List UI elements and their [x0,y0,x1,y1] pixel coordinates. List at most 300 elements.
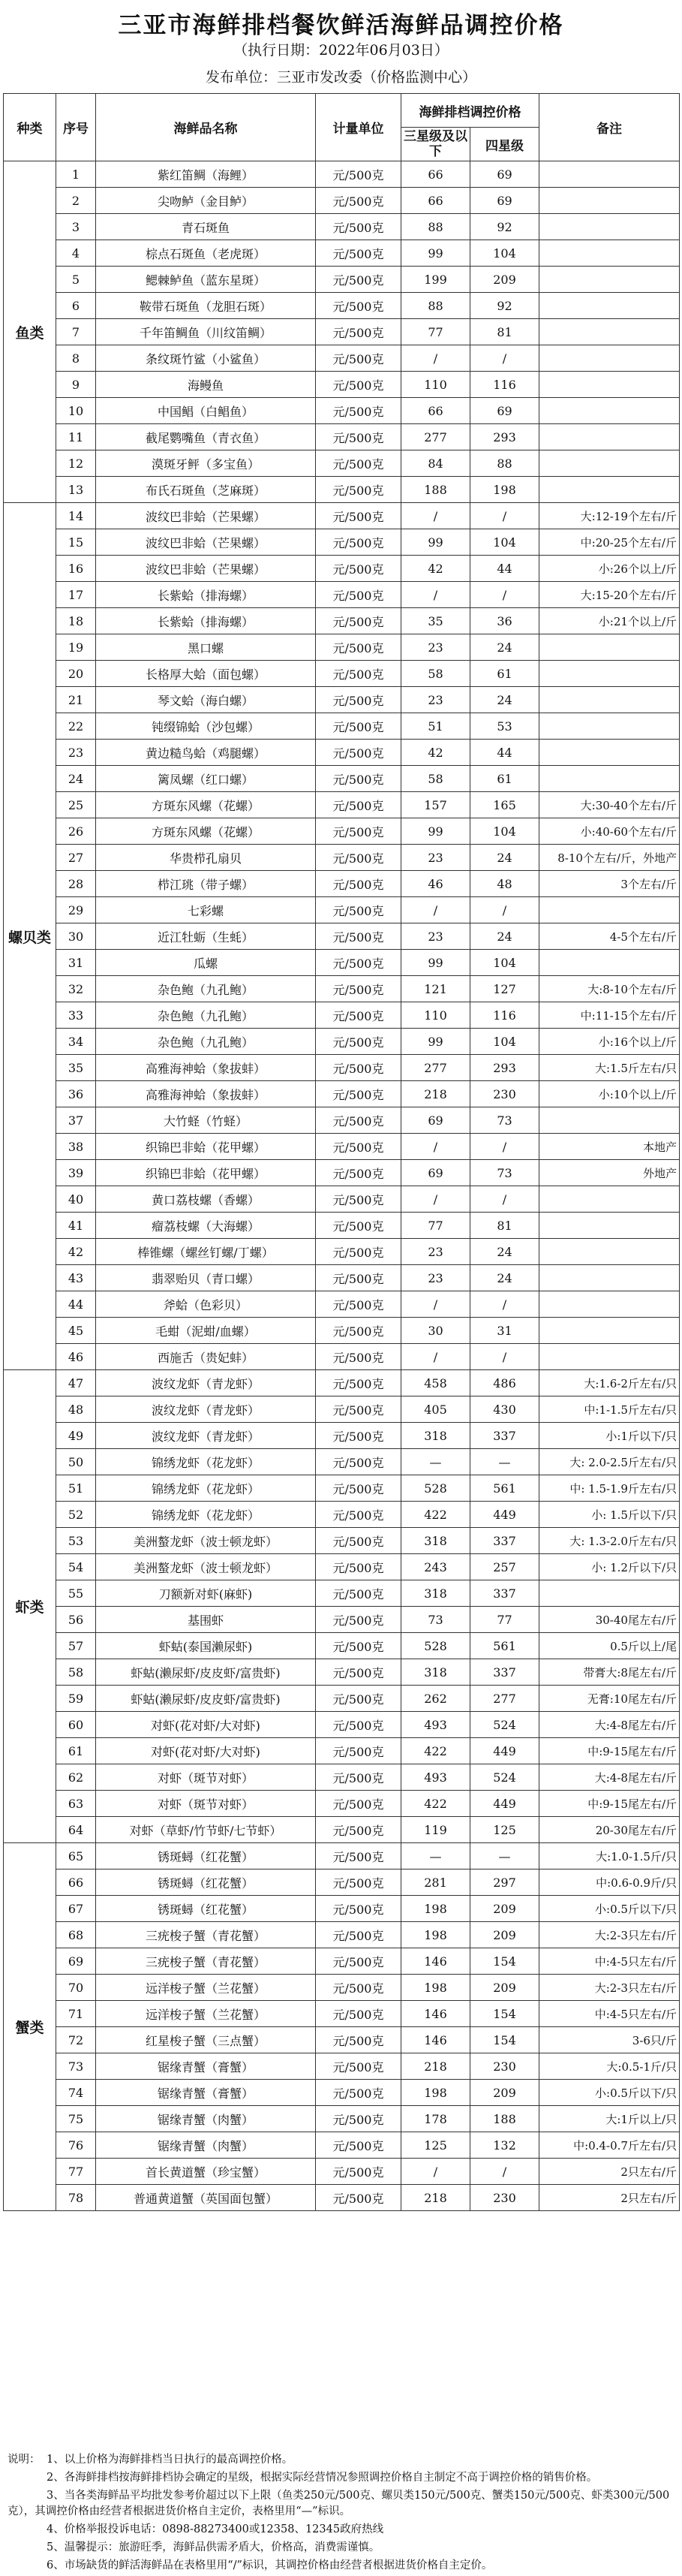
note-cell [539,1265,680,1291]
note-cell: 4-5个左右/斤 [539,923,680,950]
unit-cell: 元/500克 [316,1318,401,1344]
row-number: 47 [56,1370,96,1396]
price-star4: / [470,503,539,529]
row-number: 54 [56,1554,96,1580]
unit-cell: 元/500克 [316,1607,401,1633]
price-star4: 165 [470,792,539,818]
table-row [4,477,680,503]
note-cell: 30-40尾左右/斤 [539,1607,680,1633]
price-star4: 209 [470,1896,539,1922]
price-star3: 528 [401,1475,470,1502]
table-row [4,1712,680,1738]
row-number: 57 [56,1633,96,1659]
unit-cell: 元/500克 [316,398,401,424]
seafood-name: 锦绣龙虾（花龙虾） [96,1502,316,1528]
unit-cell: 元/500克 [316,582,401,608]
row-number: 51 [56,1475,96,1502]
seafood-name: 首长黄道蟹（珍宝蟹） [96,2159,316,2185]
note-cell [539,766,680,792]
note-text: 4、价格举报投诉电话：0898-88273400或12358、12345政府热线 [47,2523,384,2535]
note-cell [539,950,680,976]
price-star3: 218 [401,1081,470,1107]
seafood-name: 中国鲳（白鲳鱼） [96,398,316,424]
category-cell: 鱼类 [4,161,56,503]
price-star3: 110 [401,372,470,398]
row-number: 45 [56,1318,96,1344]
row-number: 62 [56,1764,96,1791]
table-row [4,161,680,188]
page-title: 三亚市海鲜排档餐饮鲜活海鲜品调控价格 [118,12,564,39]
seafood-name: 条纹斑竹鲨（小鲨鱼） [96,345,316,372]
table-row [4,1423,680,1449]
price-star3: 23 [401,923,470,950]
price-star3: 198 [401,1922,470,1948]
seafood-name: 锈斑蟳（红花蟹） [96,1843,316,1869]
note-cell [539,1344,680,1370]
table-row [4,766,680,792]
price-star3: 99 [401,240,470,267]
table-row [4,1686,680,1712]
seafood-name: 截尾鹦嘴鱼（青衣鱼） [96,424,316,450]
seafood-name: 锯缘青蟹（膏蟹） [96,2053,316,2080]
table-row [4,1029,680,1055]
note-cell: 大:1.5斤左右/只 [539,1055,680,1081]
price-star3: 69 [401,1160,470,1186]
unit-cell: 元/500克 [316,1686,401,1712]
price-star4: 230 [470,2185,539,2211]
price-star4: / [470,1291,539,1318]
price-star4: / [470,1134,539,1160]
seafood-name: 栉江珧（带子螺） [96,871,316,897]
price-star4: 104 [470,818,539,845]
row-number: 71 [56,2001,96,2027]
note-cell [539,398,680,424]
seafood-name: 长紫蛤（排海螺） [96,608,316,634]
table-row [4,2159,680,2185]
seafood-name: 杂色鲍（九孔鲍） [96,1002,316,1029]
table-row [4,1370,680,1396]
table-row [4,976,680,1002]
row-number: 23 [56,740,96,766]
unit-cell: 元/500克 [316,1633,401,1659]
note-cell: 0.5斤以上/尾 [539,1633,680,1659]
seafood-name: 西施舌（贵妃蚌） [96,1344,316,1370]
row-number: 44 [56,1291,96,1318]
table-row [4,1318,680,1344]
table-row [4,713,680,740]
unit-cell: 元/500克 [316,293,401,319]
note-cell: 大:15-20个左右/斤 [539,582,680,608]
note-cell: 小:0.5斤以下/只 [539,2080,680,2106]
price-star4: 81 [470,1213,539,1239]
unit-cell: 元/500克 [316,1948,401,1975]
unit-cell: 元/500克 [316,792,401,818]
table-row [4,293,680,319]
price-star3: 30 [401,1318,470,1344]
unit-cell: 元/500克 [316,1344,401,1370]
row-number: 33 [56,1002,96,1029]
note-cell: 小:21个以上/斤 [539,608,680,634]
seafood-name: 锯缘青蟹（肉蟹） [96,2132,316,2159]
table-row [4,2001,680,2027]
row-number: 24 [56,766,96,792]
unit-cell: 元/500克 [316,1502,401,1528]
note-cell [539,424,680,450]
seafood-name: 方斑东风螺（花螺） [96,792,316,818]
seafood-name: 美洲螯龙虾（波士顿龙虾） [96,1554,316,1580]
price-star3: 188 [401,477,470,503]
seafood-name: 织锦巴非蛤（花甲螺） [96,1134,316,1160]
price-star4: 104 [470,529,539,556]
price-star4: 48 [470,871,539,897]
row-number: 4 [56,240,96,267]
seafood-name: 篱凤螺（红口螺） [96,766,316,792]
price-star4: 524 [470,1764,539,1791]
note-cell [539,240,680,267]
unit-cell: 元/500克 [316,1817,401,1843]
unit-cell: 元/500克 [316,766,401,792]
row-number: 39 [56,1160,96,1186]
table-row [4,2053,680,2080]
table-row [4,740,680,766]
note-cell [539,293,680,319]
note-cell: 本地产 [539,1134,680,1160]
table-row [4,2106,680,2132]
price-star4: 61 [470,766,539,792]
table-row [4,687,680,713]
price-star4: 449 [470,1791,539,1817]
note-cell: 小:10个以上/斤 [539,1081,680,1107]
unit-cell: 元/500克 [316,345,401,372]
row-number: 40 [56,1186,96,1213]
seafood-name: 黄边糙鸟蛤（鸡腿螺） [96,740,316,766]
seafood-name: 鞍带石斑鱼（龙胆石斑） [96,293,316,319]
seafood-name: 波纹巴非蛤（芒果螺） [96,503,316,529]
row-number: 16 [56,556,96,582]
price-star4: 104 [470,240,539,267]
price-star3: / [401,1134,470,1160]
note-text: 5、温馨提示：旅游旺季，海鲜品供需矛盾大，价格高，消费需谨慎。 [47,2541,380,2553]
table-row [4,267,680,293]
note-cell [539,1580,680,1607]
seafood-name: 虾蛄(泰国濑尿虾) [96,1633,316,1659]
unit-cell: 元/500克 [316,1528,401,1554]
seafood-name: 锯缘青蟹（膏蟹） [96,2080,316,2106]
row-number: 5 [56,267,96,293]
price-star3: / [401,582,470,608]
price-star3: 458 [401,1370,470,1396]
note-cell [539,214,680,240]
row-number: 42 [56,1239,96,1265]
table-row [4,1869,680,1896]
price-star4: 337 [470,1580,539,1607]
note-cell: 大:2-3只左右/斤 [539,1975,680,2001]
seafood-name: 翡翠贻贝（青口螺） [96,1265,316,1291]
unit-cell: 元/500克 [316,1423,401,1449]
price-star4: 154 [470,2001,539,2027]
unit-cell: 元/500克 [316,1029,401,1055]
price-star4: 116 [470,372,539,398]
price-star4: 104 [470,950,539,976]
note-cell: 中:9-15尾左右/斤 [539,1791,680,1817]
seafood-name: 对虾（草虾/竹节虾/七节虾） [96,1817,316,1843]
row-number: 34 [56,1029,96,1055]
unit-cell: 元/500克 [316,923,401,950]
row-number: 30 [56,923,96,950]
table-row [4,1107,680,1134]
row-number: 61 [56,1738,96,1764]
price-star4: 449 [470,1502,539,1528]
price-star4: 73 [470,1160,539,1186]
price-star3: 422 [401,1502,470,1528]
unit-cell: 元/500克 [316,2106,401,2132]
price-star4: 430 [470,1396,539,1423]
unit-cell: 元/500克 [316,1160,401,1186]
price-star3: 198 [401,1975,470,2001]
note-cell [539,345,680,372]
price-star4: — [470,1843,539,1869]
seafood-name: 刀额新对虾(麻虾) [96,1580,316,1607]
notes-section [8,2452,675,2576]
seafood-name: 海鳗鱼 [96,372,316,398]
table-row [4,1659,680,1686]
unit-cell: 元/500克 [316,267,401,293]
note-cell: 大:12-19个左右/斤 [539,503,680,529]
row-number: 1 [56,161,96,188]
price-star4: 24 [470,845,539,871]
price-star3: 77 [401,1213,470,1239]
price-star3: 66 [401,188,470,214]
table-row [4,1764,680,1791]
header-note: 备注 [539,94,680,161]
table-row [4,1055,680,1081]
price-star4: 36 [470,608,539,634]
price-star3: 42 [401,740,470,766]
row-number: 67 [56,1896,96,1922]
note-cell: 带膏大:8尾左右/斤 [539,1659,680,1686]
table-row [4,897,680,923]
price-star3: 73 [401,1607,470,1633]
note-cell [539,897,680,923]
row-number: 59 [56,1686,96,1712]
row-number: 74 [56,2080,96,2106]
table-row [4,1186,680,1213]
price-star3: 178 [401,2106,470,2132]
seafood-name: 虾蛄(濑尿虾/皮皮虾/富贵虾) [96,1686,316,1712]
seafood-name: 瓜螺 [96,950,316,976]
price-star4: 449 [470,1738,539,1764]
unit-cell: 元/500克 [316,1554,401,1580]
table-row [4,1239,680,1265]
row-number: 18 [56,608,96,634]
price-star3: / [401,1186,470,1213]
price-star4: 44 [470,740,539,766]
unit-cell: 元/500克 [316,188,401,214]
table-row [4,1843,680,1869]
row-number: 58 [56,1659,96,1686]
unit-cell: 元/500克 [316,661,401,687]
price-star4: 188 [470,2106,539,2132]
table-row [4,2080,680,2106]
seafood-name: 波纹巴非蛤（芒果螺） [96,556,316,582]
note-cell: 大:1.6-2斤左右/只 [539,1370,680,1396]
price-star3: 277 [401,1055,470,1081]
seafood-name: 锈斑蟳（红花蟹） [96,1869,316,1896]
price-star3: 23 [401,687,470,713]
unit-cell: 元/500克 [316,1712,401,1738]
price-star4: 24 [470,634,539,661]
price-star3: 23 [401,634,470,661]
seafood-name: 波纹巴非蛤（芒果螺） [96,529,316,556]
note-cell [539,477,680,503]
price-star3: — [401,1843,470,1869]
price-star3: 405 [401,1396,470,1423]
note-cell: 大:4-8尾左右/斤 [539,1712,680,1738]
row-number: 19 [56,634,96,661]
price-star3: / [401,1291,470,1318]
note-cell [539,634,680,661]
price-star4: / [470,345,539,372]
price-star3: 77 [401,319,470,345]
note-cell: 中:4-5只左右/斤 [539,2001,680,2027]
note-cell [539,1107,680,1134]
seafood-name: 远洋梭子蟹（兰花蟹） [96,1975,316,2001]
price-star4: 44 [470,556,539,582]
note-cell: 大:8-10个左右/斤 [539,976,680,1002]
row-number: 13 [56,477,96,503]
table-row [4,582,680,608]
row-number: 21 [56,687,96,713]
seafood-name: 红星梭子蟹（三点蟹） [96,2027,316,2053]
row-number: 52 [56,1502,96,1528]
seafood-name: 鳃棘鲈鱼（蓝东星斑） [96,267,316,293]
seafood-name: 七彩螺 [96,897,316,923]
seafood-name: 美洲螯龙虾（波士顿龙虾） [96,1528,316,1554]
unit-cell: 元/500克 [316,529,401,556]
note-cell [539,687,680,713]
unit-cell: 元/500克 [316,2053,401,2080]
price-star3: 42 [401,556,470,582]
note-cell: 大: 1.3-2.0斤左右/只 [539,1528,680,1554]
seafood-name: 织锦巴非蛤（花甲螺） [96,1160,316,1186]
price-star4: 209 [470,1922,539,1948]
row-number: 72 [56,2027,96,2053]
price-star4: 209 [470,267,539,293]
note-cell: 小:40-60个左右/斤 [539,818,680,845]
price-star3: / [401,2159,470,2185]
unit-cell: 元/500克 [316,1843,401,1869]
note-cell: 中:9-15尾左右/斤 [539,1738,680,1764]
seafood-name: 大竹蛏（竹蛏） [96,1107,316,1134]
table-row [4,845,680,871]
note-cell [539,319,680,345]
note-text: 2、各海鲜排档按海鲜排档协会确定的星级，根据实际经营情况参照调控价格自主制定不高于调控价格的销售价格。 [47,2472,598,2484]
table-row [4,950,680,976]
category-cell: 蟹类 [4,1843,56,2211]
row-number: 26 [56,818,96,845]
unit-cell: 元/500克 [316,1896,401,1922]
unit-cell: 元/500克 [316,634,401,661]
seafood-name: 近江牡蛎（生蚝） [96,923,316,950]
note-cell: 大:2-3只左右/斤 [539,1922,680,1948]
table-row [4,2132,680,2159]
price-star3: 262 [401,1686,470,1712]
price-table-body [4,161,680,2211]
note-cell: 中:0.6-0.9斤/只 [539,1869,680,1896]
seafood-name: 基围虾 [96,1607,316,1633]
price-star4: 230 [470,2053,539,2080]
table-row [4,1502,680,1528]
price-star4: 209 [470,1975,539,2001]
header-price-group: 海鲜排档调控价格 [401,94,539,128]
price-star4: 81 [470,319,539,345]
price-star3: 99 [401,529,470,556]
price-star4: 257 [470,1554,539,1580]
note-line [8,2558,675,2574]
table-row [4,556,680,582]
price-star4: / [470,897,539,923]
note-cell: 3-6只/斤 [539,2027,680,2053]
price-star4: 61 [470,661,539,687]
note-cell [539,1291,680,1318]
seafood-name: 长紫蛤（排海螺） [96,582,316,608]
unit-cell: 元/500克 [316,687,401,713]
seafood-name: 锦绣龙虾（花龙虾） [96,1475,316,1502]
price-star4: 88 [470,450,539,477]
row-number: 25 [56,792,96,818]
unit-cell: 元/500克 [316,1975,401,2001]
unit-cell: 元/500克 [316,1396,401,1423]
unit-cell: 元/500克 [316,1659,401,1686]
seafood-name: 三疣梭子蟹（青花蟹） [96,1948,316,1975]
row-number: 31 [56,950,96,976]
header-star3: 三星级及以下 [401,128,470,161]
price-star3: 99 [401,950,470,976]
table-row [4,345,680,372]
row-number: 37 [56,1107,96,1134]
price-star3: 318 [401,1580,470,1607]
price-star3: 243 [401,1554,470,1580]
row-number: 32 [56,976,96,1002]
price-star4: 31 [470,1318,539,1344]
row-number: 9 [56,372,96,398]
row-number: 38 [56,1134,96,1160]
price-star4: 486 [470,1370,539,1396]
row-number: 2 [56,188,96,214]
price-star3: 51 [401,713,470,740]
table-row [4,188,680,214]
price-star3: 23 [401,1239,470,1265]
note-text: 6、市场缺货的鲜活海鲜品在表格里用“/”标识，其调控价格由经营者根据进货价格自主定价。 [47,2559,493,2571]
row-number: 27 [56,845,96,871]
table-row [4,1213,680,1239]
table-row [4,1265,680,1291]
note-cell [539,1239,680,1265]
note-cell [539,450,680,477]
unit-cell: 元/500克 [316,477,401,503]
note-line [8,2488,675,2520]
seafood-name: 波纹龙虾（青龙虾） [96,1396,316,1423]
seafood-name: 毛蚶（泥蚶/血螺） [96,1318,316,1344]
price-star3: 199 [401,267,470,293]
seafood-name: 杂色鲍（九孔鲍） [96,1029,316,1055]
note-line [8,2522,675,2538]
seafood-name: 华贵栉孔扇贝 [96,845,316,871]
unit-cell: 元/500克 [316,1002,401,1029]
seafood-name: 长格厚大蛤（面包螺） [96,661,316,687]
unit-cell: 元/500克 [316,1055,401,1081]
unit-cell: 元/500克 [316,1922,401,1948]
